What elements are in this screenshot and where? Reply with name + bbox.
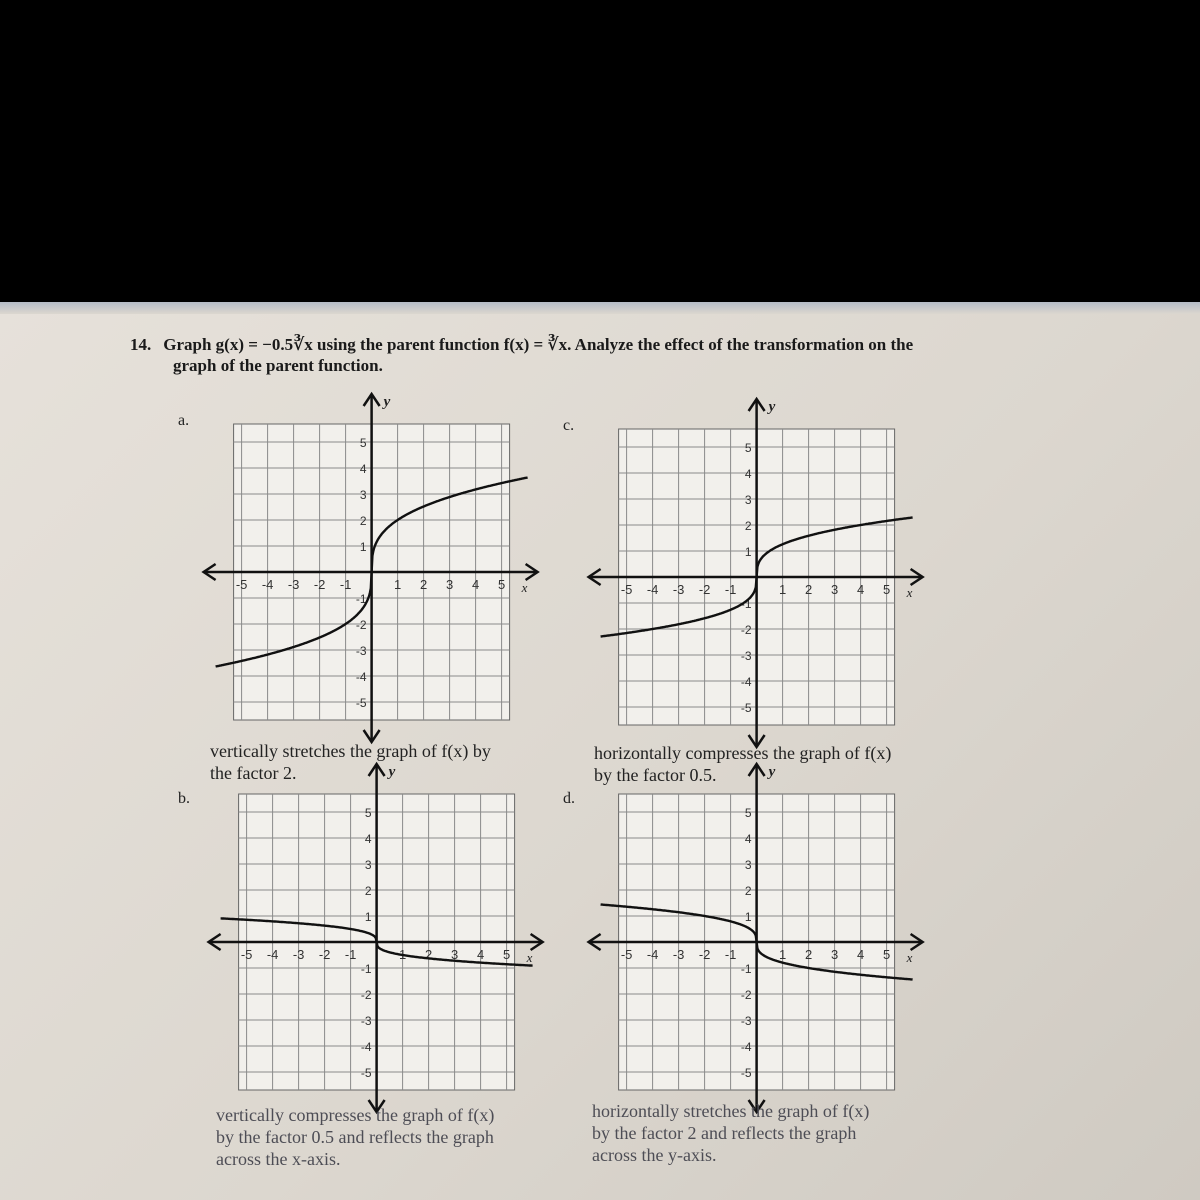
y-tick-label: -4 xyxy=(740,1040,752,1054)
x-tick-label: -1 xyxy=(724,582,737,597)
option-c-caption-line2: by the factor 0.5. xyxy=(594,765,717,785)
y-tick-label: -3 xyxy=(740,649,752,663)
option-b-caption-line1: vertically compresses the graph of f(x) xyxy=(216,1105,495,1125)
y-tick-label: -1 xyxy=(360,962,372,976)
x-tick-label: 4 xyxy=(856,947,865,962)
question-number: 14. xyxy=(130,335,152,354)
y-tick-label: -5 xyxy=(355,696,367,710)
x-tick-label: -4 xyxy=(646,582,659,597)
x-tick-label: -4 xyxy=(646,947,659,962)
y-tick-label: 5 xyxy=(744,441,752,455)
y-tick-label: 4 xyxy=(744,832,752,846)
option-d-caption xyxy=(592,1100,932,1166)
x-axis-label: x xyxy=(906,585,913,600)
y-tick-label: -5 xyxy=(740,1066,752,1080)
x-tick-label: 3 xyxy=(445,577,454,592)
x-tick-label: -2 xyxy=(698,582,711,597)
x-tick-label: 3 xyxy=(450,947,459,962)
x-tick-label: 3 xyxy=(830,582,839,597)
x-tick-label: -1 xyxy=(339,577,352,592)
y-tick-label: -1 xyxy=(740,962,752,976)
y-tick-label: 4 xyxy=(364,832,372,846)
option-d-caption-line1: horizontally stretches the graph of f(x) xyxy=(592,1101,870,1121)
option-b-caption-line2: by the factor 0.5 and reflects the graph xyxy=(216,1127,494,1147)
x-tick-label: -2 xyxy=(313,577,326,592)
option-c-letter[interactable]: c. xyxy=(563,417,575,434)
x-tick-label: 1 xyxy=(393,577,402,592)
y-tick-label: -3 xyxy=(355,644,367,658)
option-a-caption-line1: vertically stretches the graph of f(x) by xyxy=(210,741,491,761)
x-tick-label: -5 xyxy=(620,947,633,962)
x-tick-label: 5 xyxy=(882,947,891,962)
y-axis-label: y xyxy=(768,399,776,415)
y-tick-label: 1 xyxy=(744,910,752,924)
x-tick-label: 3 xyxy=(830,947,839,962)
option-d-caption-line3: across the y-axis. xyxy=(592,1145,717,1165)
x-tick-label: 5 xyxy=(882,582,891,597)
option-c-caption xyxy=(594,742,934,786)
x-tick-label: -5 xyxy=(620,582,633,597)
option-d-letter[interactable]: d. xyxy=(563,790,575,807)
y-tick-label: -4 xyxy=(740,675,752,689)
y-tick-label: 3 xyxy=(744,493,752,507)
y-tick-label: 5 xyxy=(744,806,752,820)
x-tick-label: 4 xyxy=(471,577,480,592)
y-tick-label: 2 xyxy=(359,514,367,528)
y-tick-label: -2 xyxy=(360,988,372,1002)
y-axis-label: y xyxy=(768,764,776,780)
option-a-caption-line2: the factor 2. xyxy=(210,763,297,783)
y-tick-label: 3 xyxy=(744,858,752,872)
x-tick-label: -4 xyxy=(261,577,274,592)
y-axis-label: y xyxy=(383,394,391,410)
x-tick-label: -5 xyxy=(235,577,248,592)
y-tick-label: 1 xyxy=(364,910,372,924)
y-tick-label: -5 xyxy=(360,1066,372,1080)
question-text-line2: graph of the parent function. xyxy=(173,356,383,375)
worksheet xyxy=(0,302,1200,1200)
x-tick-label: 5 xyxy=(502,947,511,962)
y-tick-label: -1 xyxy=(740,597,752,611)
y-tick-label: -4 xyxy=(355,670,367,684)
x-tick-label: -5 xyxy=(240,947,253,962)
x-axis-label: x xyxy=(526,950,533,965)
y-tick-label: 5 xyxy=(364,806,372,820)
x-tick-label: -2 xyxy=(698,947,711,962)
y-tick-label: -1 xyxy=(355,592,367,606)
x-tick-label: -3 xyxy=(287,577,300,592)
x-tick-label: 1 xyxy=(778,582,787,597)
option-a-caption xyxy=(210,740,550,784)
option-d-caption-line2: by the factor 2 and reflects the graph xyxy=(592,1123,857,1143)
y-tick-label: -4 xyxy=(360,1040,372,1054)
question-prompt xyxy=(130,334,1070,376)
y-tick-label: 3 xyxy=(364,858,372,872)
x-tick-label: -4 xyxy=(266,947,279,962)
x-axis-label: x xyxy=(906,950,913,965)
y-tick-label: 1 xyxy=(744,545,752,559)
y-tick-label: -3 xyxy=(740,1014,752,1028)
x-tick-label: -1 xyxy=(724,947,737,962)
x-tick-label: -2 xyxy=(318,947,331,962)
y-tick-label: 5 xyxy=(359,436,367,450)
y-tick-label: 4 xyxy=(744,467,752,481)
x-tick-label: -1 xyxy=(344,947,357,962)
y-tick-label: 2 xyxy=(744,519,752,533)
x-tick-label: 2 xyxy=(424,947,433,962)
option-a-graph[interactable] xyxy=(205,394,545,737)
y-tick-label: 1 xyxy=(359,540,367,554)
y-tick-label: 3 xyxy=(359,488,367,502)
y-tick-label: -2 xyxy=(355,618,367,632)
y-tick-label: 2 xyxy=(364,884,372,898)
x-axis-label: x xyxy=(521,580,528,595)
y-tick-label: 2 xyxy=(744,884,752,898)
option-a-letter[interactable]: a. xyxy=(178,412,190,429)
x-tick-label: 5 xyxy=(497,577,506,592)
option-b-caption xyxy=(216,1104,556,1170)
y-tick-label: -2 xyxy=(740,623,752,637)
x-tick-label: 4 xyxy=(856,582,865,597)
x-tick-label: 1 xyxy=(778,947,787,962)
x-tick-label: 2 xyxy=(804,947,813,962)
option-b-caption-line3: across the x-axis. xyxy=(216,1149,341,1169)
y-axis-label: y xyxy=(388,764,396,780)
option-c-graph[interactable] xyxy=(590,399,930,742)
x-tick-label: -3 xyxy=(292,947,305,962)
option-c-caption-line1: horizontally compresses the graph of f(x) xyxy=(594,743,892,763)
x-tick-label: -3 xyxy=(672,582,685,597)
x-tick-label: 1 xyxy=(398,947,407,962)
y-tick-label: -2 xyxy=(740,988,752,1002)
x-tick-label: 2 xyxy=(419,577,428,592)
y-tick-label: -5 xyxy=(740,701,752,715)
y-tick-label: -3 xyxy=(360,1014,372,1028)
y-tick-label: 4 xyxy=(359,462,367,476)
x-tick-label: -3 xyxy=(672,947,685,962)
question-text-line1: Graph g(x) = −0.5∛x using the parent function f(x) = ∛x. Analyze the effect of the transformation on the xyxy=(163,335,914,354)
x-tick-label: 2 xyxy=(804,582,813,597)
option-b-letter[interactable]: b. xyxy=(178,790,190,807)
x-tick-label: 4 xyxy=(476,947,485,962)
